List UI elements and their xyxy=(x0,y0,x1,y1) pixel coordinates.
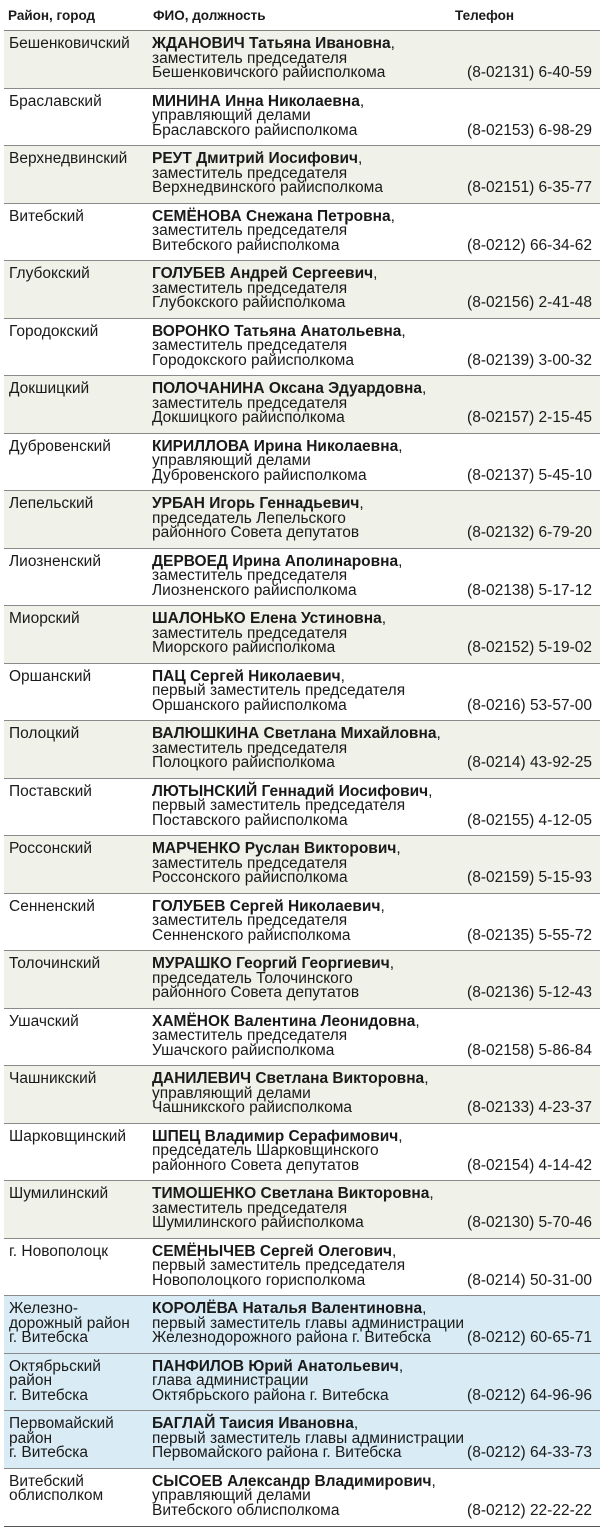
position-line: Бешенковичского райисполкома xyxy=(152,64,386,81)
district-line: Миорский xyxy=(9,610,80,627)
person-name: МИНИНА Инна Николаевна xyxy=(152,92,360,110)
district-cell xyxy=(9,1127,149,1145)
phone-number: (8-0212) 60-65-71 xyxy=(467,1329,592,1346)
position-line: первый заместитель главы администрации xyxy=(152,1429,465,1447)
person-name: ШПЕЦ Владимир Серафимович xyxy=(152,1127,399,1145)
district-cell xyxy=(9,267,149,282)
district-cell xyxy=(9,782,149,800)
position-line: председатель Шарковщинского xyxy=(152,1142,379,1159)
position-line: Витебского райисполкома xyxy=(152,236,340,254)
person-name-line: КИРИЛЛОВА Ирина Николаевна, xyxy=(152,437,403,455)
position-line: заместитель председателя xyxy=(152,912,348,929)
person-name: ДАНИЛЕВИЧ Светлана Викторовна xyxy=(152,1070,425,1087)
position-line: председатель Лепельского xyxy=(152,509,346,527)
position-line: районного Совета депутатов xyxy=(152,524,360,541)
district-line: район xyxy=(9,1372,53,1389)
table-row xyxy=(4,261,600,319)
district-cell xyxy=(9,207,149,225)
table-row xyxy=(4,721,600,779)
district-line: Докшицкий xyxy=(9,380,90,397)
person-name: ДЕРВОЕД Ирина Аполинаровна xyxy=(152,552,399,570)
position-line: управляющий делами xyxy=(152,1487,311,1504)
position-line: Витебского облисполкома xyxy=(152,1501,340,1519)
district-line: Браславский xyxy=(9,92,102,110)
table-row xyxy=(4,894,600,952)
district-cell xyxy=(9,1187,149,1202)
district-line: Россонский xyxy=(9,840,92,857)
header-district: Район, город xyxy=(8,8,96,23)
position-line: управляющий делами xyxy=(152,107,311,124)
position-line: заместитель председателя xyxy=(152,1027,348,1044)
district-line: Верхнедвинский xyxy=(9,150,128,167)
district-cell xyxy=(9,842,149,857)
district-line: Шумилинский xyxy=(9,1185,109,1202)
phone-number: (8-0212) 22-22-22 xyxy=(467,1501,592,1519)
district-cell xyxy=(9,1417,149,1461)
position-line: заместитель председателя xyxy=(152,164,348,182)
person-name-line: БАГЛАЙ Таисия Ивановна, xyxy=(152,1415,359,1432)
person-name-line: ШАЛОНЬКО Елена Устиновна, xyxy=(152,610,386,627)
position-line: Городокского райисполкома xyxy=(152,351,354,369)
district-cell xyxy=(9,152,149,167)
table-row xyxy=(4,1009,600,1067)
position-line: Первомайского района г. Витебска xyxy=(152,1444,402,1461)
person-name: ЛЮТЫНСКИЙ Геннадий Иосифович xyxy=(152,782,429,800)
position-line: Глубокского райисполкома xyxy=(152,294,346,311)
phone-number: (8-02157) 2-15-45 xyxy=(467,409,592,426)
phone-number: (8-02135) 5-55-72 xyxy=(467,926,592,944)
person-name-line: МАРЧЕНКО Руслан Викторович, xyxy=(152,840,401,857)
person-name: БАГЛАЙ Таисия Ивановна xyxy=(152,1415,354,1432)
person-name: УРБАН Игорь Геннадьевич xyxy=(152,495,360,512)
district-cell xyxy=(9,727,149,742)
district-line: Лепельский xyxy=(9,495,94,512)
district-line: Городокский xyxy=(9,322,99,340)
person-name: ПОЛОЧАНИНА Оксана Эдуардовна xyxy=(152,380,422,397)
district-line: г. Новополоцк xyxy=(9,1242,109,1260)
person-name-line: ЖДАНОВИЧ Татьяна Ивановна, xyxy=(152,35,395,52)
phone-number: (8-0214) 43-92-25 xyxy=(467,754,592,771)
position-line: заместитель председателя xyxy=(152,624,348,642)
district-cell xyxy=(9,1472,149,1504)
table-row xyxy=(4,1411,600,1469)
phone-number: (8-0214) 50-31-00 xyxy=(467,1271,592,1289)
table-row xyxy=(4,1296,600,1354)
table-row xyxy=(4,1469,600,1527)
district-line: Витебский xyxy=(9,207,84,225)
position-line: Полоцкого райисполкома xyxy=(152,754,335,771)
table-row xyxy=(4,606,600,664)
person-name: СЫСОЕВ Александр Владимирович xyxy=(152,1472,432,1490)
district-line: Чашникский xyxy=(9,1070,97,1087)
district-line: Сенненский xyxy=(9,897,95,915)
person-name: ГОЛУБЕВ Андрей Сергеевич xyxy=(152,265,374,282)
phone-number: (8-02137) 5-45-10 xyxy=(467,466,592,484)
position-line: Чашникского райисполкома xyxy=(152,1099,353,1116)
district-line: Глубокский xyxy=(9,265,90,282)
position-line: заместитель председателя xyxy=(152,222,348,239)
table-row xyxy=(4,1239,600,1297)
district-cell xyxy=(9,897,149,915)
district-cell xyxy=(9,1012,149,1030)
person-name-line: ШПЕЦ Владимир Серафимович, xyxy=(152,1127,403,1145)
phone-number: (8-02152) 5-19-02 xyxy=(467,639,592,656)
phone-number: (8-02155) 4-12-05 xyxy=(467,811,592,829)
position-line: Оршанского райисполкома xyxy=(152,696,347,714)
phone-number: (8-0212) 64-33-73 xyxy=(467,1444,592,1461)
phone-number: (8-02139) 3-00-32 xyxy=(467,351,592,369)
person-name-line: ПОЛОЧАНИНА Оксана Эдуардовна, xyxy=(152,380,427,397)
person-name-line: ГОЛУБЕВ Андрей Сергеевич, xyxy=(152,265,378,282)
table-row xyxy=(4,664,600,722)
position-line: первый заместитель председателя xyxy=(152,1257,406,1274)
person-name: СЕМЁНОВА Снежана Петровна xyxy=(152,207,391,225)
position-line: Поставского райисполкома xyxy=(152,811,348,829)
position-line: первый заместитель председателя xyxy=(152,797,406,814)
table-row xyxy=(4,491,600,549)
header-phone: Телефон xyxy=(455,8,515,23)
position-line: Браславского райисполкома xyxy=(152,121,358,139)
table-row xyxy=(4,89,600,147)
position-line: Шумилинского райисполкома xyxy=(152,1214,364,1231)
district-line: дорожный район xyxy=(9,1314,130,1332)
table-row xyxy=(4,836,600,894)
person-name-line: СЫСОЕВ Александр Владимирович, xyxy=(152,1472,436,1490)
table-row xyxy=(4,204,600,262)
district-line: г. Витебска xyxy=(9,1386,88,1404)
table-header xyxy=(4,0,600,31)
person-name-line: ВАЛЮШКИНА Светлана Михайловна, xyxy=(152,725,441,742)
person-name-line: УРБАН Игорь Геннадьевич, xyxy=(152,495,364,512)
district-line: Оршанский xyxy=(9,667,92,685)
person-name: ТИМОШЕНКО Светлана Викторовна xyxy=(152,1185,430,1202)
position-line: заместитель председателя xyxy=(152,49,348,67)
district-cell xyxy=(9,92,149,110)
table-row xyxy=(4,31,600,89)
position-line: Лиозненского райисполкома xyxy=(152,581,357,599)
district-line: Железно- xyxy=(9,1300,79,1317)
person-name: ХАМЁНОК Валентина Леонидовна xyxy=(152,1012,416,1030)
table-row xyxy=(4,1066,600,1124)
district-line: облисполком xyxy=(9,1487,104,1504)
person-name-line: МУРАШКО Георгий Георгиевич, xyxy=(152,955,395,972)
person-name: МУРАШКО Георгий Георгиевич xyxy=(152,955,390,972)
district-cell xyxy=(9,382,149,397)
table-row xyxy=(4,319,600,377)
position-line: Дубровенского райисполкома xyxy=(152,466,367,484)
phone-number: (8-02138) 5-17-12 xyxy=(467,581,592,599)
position-line: заместитель председателя xyxy=(152,567,348,584)
table-row xyxy=(4,1124,600,1182)
position-line: районного Совета депутатов xyxy=(152,984,360,1001)
district-cell xyxy=(9,1072,149,1087)
district-line: Лиозненский xyxy=(9,552,101,570)
position-line: Россонского райисполкома xyxy=(152,869,348,886)
person-name-line: ПАЦ Сергей Николаевич, xyxy=(152,667,345,685)
position-line: районного Совета депутатов xyxy=(152,1156,360,1174)
person-name-line: ДАНИЛЕВИЧ Светлана Викторовна, xyxy=(152,1070,429,1087)
phone-number: (8-02158) 5-86-84 xyxy=(467,1041,592,1059)
phone-number: (8-02136) 5-12-43 xyxy=(467,984,592,1001)
phone-number: (8-0216) 53-57-00 xyxy=(467,696,592,714)
district-line: Толочинский xyxy=(9,955,101,972)
position-line: Новополоцкого горисполкома xyxy=(152,1271,366,1289)
person-name-line: РЕУТ Дмитрий Иосифович, xyxy=(152,150,363,167)
district-line: г. Витебска xyxy=(9,1329,88,1346)
phone-number: (8-02154) 4-14-42 xyxy=(467,1156,592,1174)
person-name: МАРЧЕНКО Руслан Викторович xyxy=(152,840,397,857)
district-cell xyxy=(9,552,149,570)
position-line: Железнодорожного района г. Витебска xyxy=(152,1329,431,1346)
person-name: ГОЛУБЕВ Сергей Николаевич xyxy=(152,897,381,915)
table-row xyxy=(4,146,600,204)
position-line: заместитель председателя xyxy=(152,279,348,297)
person-name: ПАНФИЛОВ Юрий Анатольевич xyxy=(152,1357,399,1375)
position-line: Сенненского райисполкома xyxy=(152,926,351,944)
person-name-line: ХАМЁНОК Валентина Леонидовна, xyxy=(152,1012,420,1030)
table-row xyxy=(4,779,600,837)
phone-number: (8-02153) 6-98-29 xyxy=(467,121,592,139)
position-line: Докшицкого райисполкома xyxy=(152,409,345,426)
table-row xyxy=(4,1181,600,1239)
person-name: КИРИЛЛОВА Ирина Николаевна xyxy=(152,437,399,455)
person-name: КОРОЛЁВА Наталья Валентиновна xyxy=(152,1300,423,1317)
table-row xyxy=(4,1354,600,1412)
district-cell xyxy=(9,957,149,972)
position-line: первый заместитель председателя xyxy=(152,682,406,699)
person-name: ЖДАНОВИЧ Татьяна Ивановна xyxy=(152,35,391,52)
district-line: Бешенковичский xyxy=(9,35,130,52)
position-line: Миорского райисполкома xyxy=(152,639,336,656)
position-line: председатель Толочинского xyxy=(152,969,353,987)
phone-number: (8-02159) 5-15-93 xyxy=(467,869,592,886)
phone-number: (8-0212) 66-34-62 xyxy=(467,236,592,254)
person-name-line: МИНИНА Инна Николаевна, xyxy=(152,92,365,110)
district-cell xyxy=(9,497,149,512)
district-line: Дубровенский xyxy=(9,437,111,455)
person-name-line: ЛЮТЫНСКИЙ Геннадий Иосифович, xyxy=(152,782,433,800)
person-name-line: ГОЛУБЕВ Сергей Николаевич, xyxy=(152,897,385,915)
person-name-line: ДЕРВОЕД Ирина Аполинаровна, xyxy=(152,552,403,570)
table-row xyxy=(4,951,600,1009)
district-cell xyxy=(9,612,149,627)
position-line: заместитель председателя xyxy=(152,854,348,872)
person-name: ПАЦ Сергей Николаевич xyxy=(152,667,341,685)
table-row xyxy=(4,376,600,434)
phone-number: (8-0212) 64-96-96 xyxy=(467,1386,592,1404)
district-cell xyxy=(9,437,149,455)
phone-number: (8-02156) 2-41-48 xyxy=(467,294,592,311)
position-line: Верхнедвинского райисполкома xyxy=(152,179,383,196)
position-line: заместитель председателя xyxy=(152,394,348,412)
position-line: управляющий делами xyxy=(152,1084,311,1102)
position-line: Ушачского райисполкома xyxy=(152,1041,335,1059)
district-cell xyxy=(9,1242,149,1260)
person-name-line: ТИМОШЕНКО Светлана Викторовна, xyxy=(152,1185,434,1202)
person-name-line: КОРОЛЁВА Наталья Валентиновна, xyxy=(152,1300,427,1317)
phone-number: (8-02133) 4-23-37 xyxy=(467,1099,592,1116)
district-line: Шарковщинский xyxy=(9,1127,127,1145)
header-person: ФИО, должность xyxy=(153,8,266,23)
district-line: Полоцкий xyxy=(9,725,80,742)
position-line: заместитель председателя xyxy=(152,337,348,354)
position-line: заместитель председателя xyxy=(152,739,348,757)
phone-number: (8-02131) 6-40-59 xyxy=(467,64,592,81)
person-name-line: СЕМЁНОВА Снежана Петровна, xyxy=(152,207,395,225)
district-line: Первомайский xyxy=(9,1415,114,1432)
position-line: Октябрьского района г. Витебска xyxy=(152,1386,389,1404)
person-name: РЕУТ Дмитрий Иосифович xyxy=(152,150,358,167)
table-body xyxy=(4,31,600,1527)
person-name-line: ПАНФИЛОВ Юрий Анатольевич, xyxy=(152,1357,404,1375)
phone-number: (8-02132) 6-79-20 xyxy=(467,524,592,541)
table-row xyxy=(4,549,600,607)
person-name: ВАЛЮШКИНА Светлана Михайловна xyxy=(152,725,437,742)
person-name: СЕМЁНЫЧЕВ Сергей Олегович xyxy=(152,1242,392,1260)
district-line: Поставский xyxy=(9,782,92,800)
position-line: первый заместитель главы администрации xyxy=(152,1314,465,1332)
district-cell xyxy=(9,1302,149,1346)
district-cell xyxy=(9,1357,149,1404)
person-name: ВОРОНКО Татьяна Анатольевна xyxy=(152,322,402,340)
district-line: Октябрьский xyxy=(9,1357,101,1375)
district-line: район xyxy=(9,1429,53,1447)
person-name: ШАЛОНЬКО Елена Устиновна xyxy=(152,610,382,627)
phone-number: (8-02151) 6-35-77 xyxy=(467,179,592,196)
person-name-line: ВОРОНКО Татьяна Анатольевна, xyxy=(152,322,406,340)
position-line: глава администрации xyxy=(152,1372,309,1389)
person-name-line: СЕМЁНЫЧЕВ Сергей Олегович, xyxy=(152,1242,397,1260)
district-cell xyxy=(9,37,149,52)
table-row xyxy=(4,434,600,492)
district-line: Витебский xyxy=(9,1472,84,1490)
district-cell xyxy=(9,667,149,685)
phone-number: (8-02130) 5-70-46 xyxy=(467,1214,592,1231)
position-line: управляющий делами xyxy=(152,452,311,469)
district-line: Ушачский xyxy=(9,1012,79,1030)
contacts-table xyxy=(4,0,600,1527)
district-cell xyxy=(9,322,149,340)
position-line: заместитель председателя xyxy=(152,1199,348,1217)
district-line: г. Витебска xyxy=(9,1444,88,1461)
